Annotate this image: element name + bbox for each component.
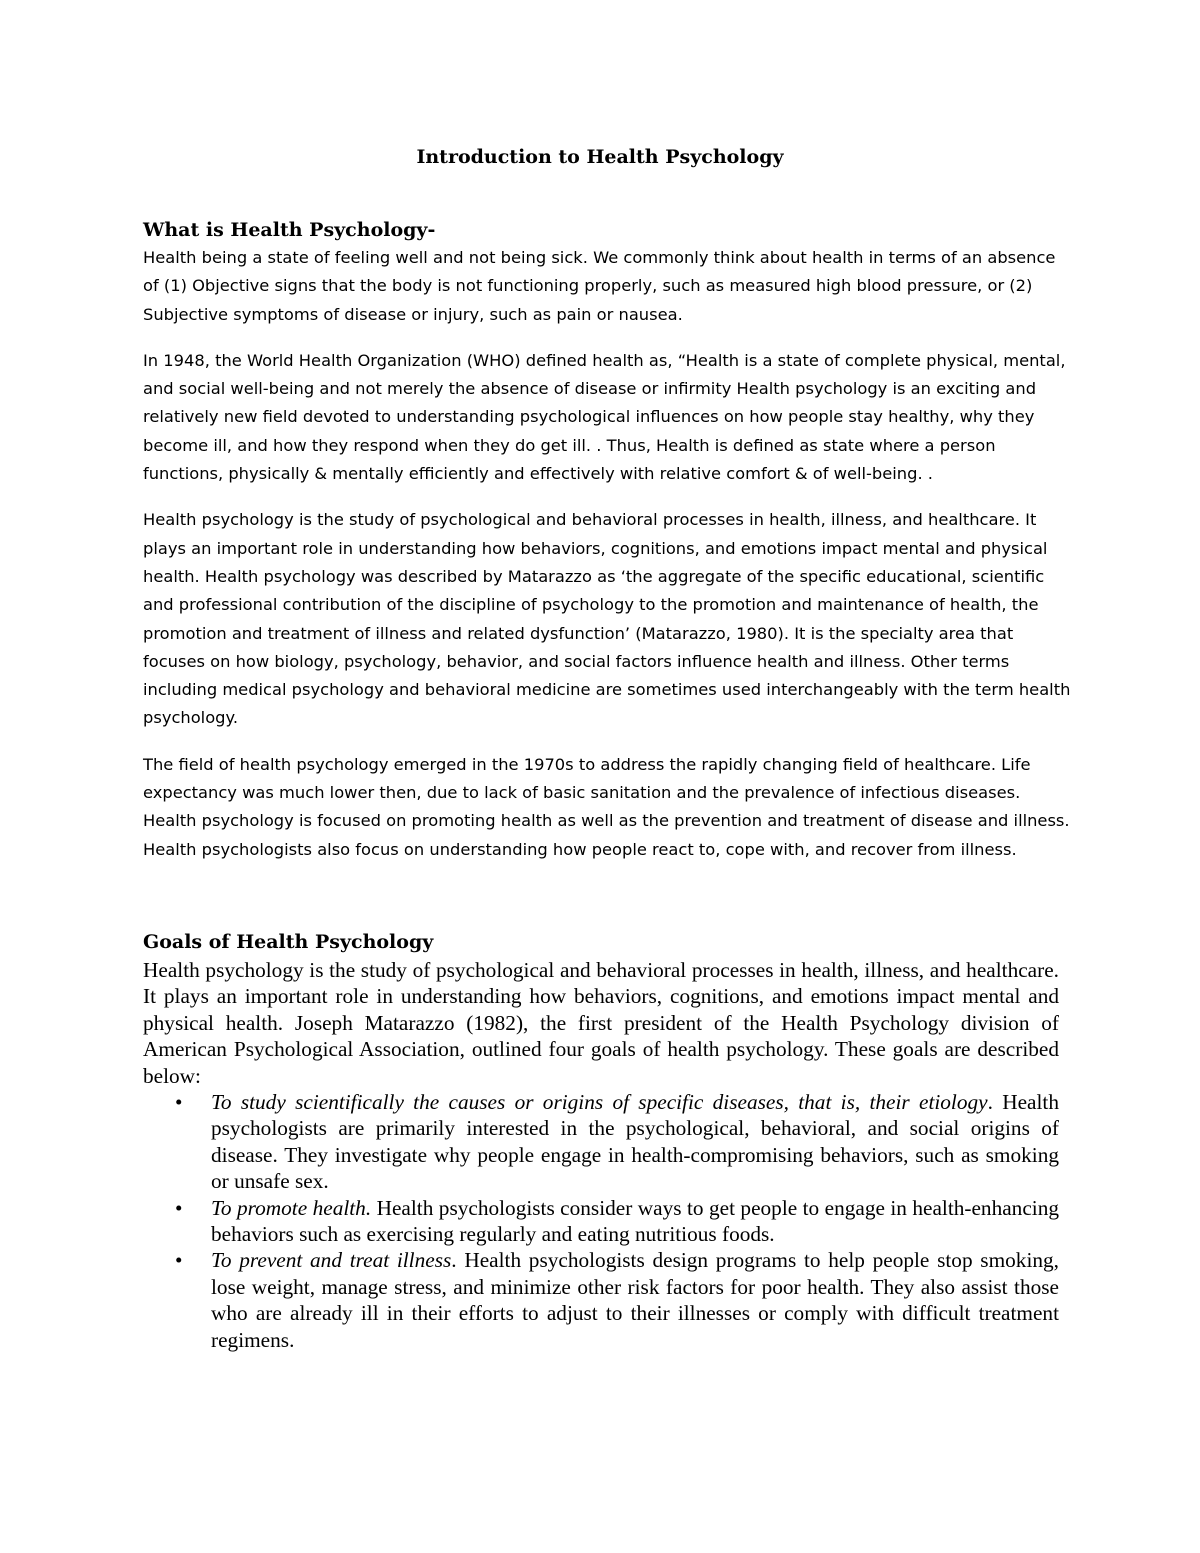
paragraph: The field of health psychology emerged in the 1970s to address the rapidly changing field of healthcare. Life expectancy was much lower then, due to lack of basic sanitation and the prevalence of infectious diseases. Health psychology is focused on promoting health as well as the prevention and treatment of disease and illness. Health psychologists also focus on understanding how people react to, cope with, and recover from illness. xyxy=(143,754,1070,859)
bullet-icon: • xyxy=(175,1090,183,1115)
goal-lead: To prevent and treat illness xyxy=(211,1248,452,1273)
goal-text: . Health psychologists design programs to help people stop smoking, lose weight, manage stress, and minimize other risk factors for poor health. They also assist those who are already ill in their efforts to adjust to their illnesses or comply with difficult treatment regimens. xyxy=(211,1248,1059,1352)
bullet-icon: • xyxy=(175,1248,183,1273)
document-title: Introduction to Health Psychology xyxy=(416,146,784,168)
section-what-is-health-psychology xyxy=(143,216,1073,882)
goal-lead: To promote health. xyxy=(211,1195,372,1220)
list-item xyxy=(143,1195,1059,1248)
goal-text: Health psychologists consider ways to get people to engage in health-enhancing behaviors such as exercising regularly and eating nutritious foods. xyxy=(211,1195,1059,1247)
section-goals-of-health-psychology xyxy=(143,927,1059,1353)
section-heading: What is Health Psychology- xyxy=(143,219,436,241)
goal-lead: To study scientifically the causes or origins of specific diseases, that is, their etiology xyxy=(211,1090,988,1115)
list-item xyxy=(143,1089,1059,1195)
goal-text: . Health psychologists are primarily interested in the psychological, behavioral, and social origins of disease. They investigate why people engage in health-compromising behaviors, such as smoking or unsafe sex. xyxy=(211,1090,1059,1194)
paragraph: Health being a state of feeling well and not being sick. We commonly think about health in terms of an absence of (1) Objective signs that the body is not functioning properly, such as measured high blood pressure, or (2) Subjective symptoms of disease or injury, such as pain or nausea. xyxy=(143,248,1056,324)
list-item xyxy=(143,1247,1059,1353)
paragraph: Health psychology is the study of psychological and behavioral processes in health, illness, and healthcare. It plays an important role in understanding how behaviors, cognitions, and emotions impact mental and physical health. Health psychology was described by Matarazzo as ‘the aggregate of the specific educational, scientific and professional contribution of the discipline of psychology to the promotion and maintenance of health, the promotion and treatment of illness and related dysfunction’ (Matarazzo, 1980). It is the specialty area that focuses on how biology, psychology, behavior, and social factors influence health and illness. Other terms including medical psychology and behavioral medicine are sometimes used interchangeably with the term health psychology. xyxy=(143,510,1071,728)
paragraph: In 1948, the World Health Organization (WHO) defined health as, “Health is a state of complete physical, mental, and social well-being and not merely the absence of disease or infirmity Health psychology is an exciting and relatively new field devoted to understanding psychological influences on how people stay healthy, why they become ill, and how they respond when they do get ill. . Thus, Health is defined as state where a person functions, physically & mentally efficiently and effectively with relative comfort & of well-being. . xyxy=(143,350,1066,484)
bullet-icon: • xyxy=(175,1195,183,1220)
goals-list xyxy=(143,1089,1059,1353)
section-heading: Goals of Health Psychology xyxy=(143,931,434,953)
intro-paragraph: Health psychology is the study of psychological and behavioral processes in health, illness, and healthcare. It plays an important role in understanding how behaviors, cognitions, and emotions impact mental and physical health. Joseph Matarazzo (1982), the first president of the Health Psychology division of American Psychological Association, outlined four goals of health psychology. These goals are described below: xyxy=(143,958,1059,1088)
